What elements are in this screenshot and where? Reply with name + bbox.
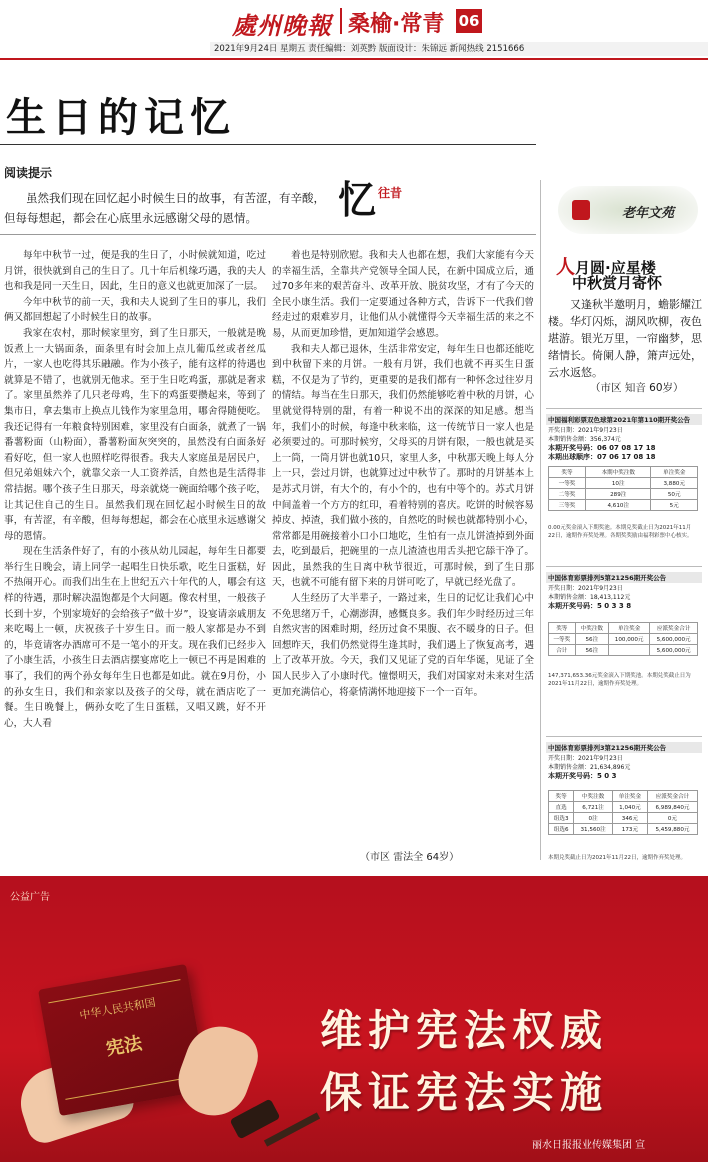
table-header: 单注奖金	[612, 791, 647, 802]
table-cell: 289注	[586, 489, 651, 500]
table-header: 奖等	[549, 791, 574, 802]
intro-rule	[0, 234, 536, 235]
table-cell: 5,600,000元	[650, 645, 698, 656]
table-cell: 一等奖	[549, 478, 586, 489]
column-logo	[338, 176, 410, 228]
article-headline: 生日的记忆	[6, 94, 236, 141]
poem-subtitle: 中秋赏月寄怀	[572, 274, 663, 292]
lottery-info	[548, 584, 698, 611]
table-cell: 三等奖	[549, 500, 586, 511]
table-row	[549, 623, 698, 634]
table-cell: 173元	[612, 824, 647, 835]
table-cell: 直选	[549, 802, 574, 813]
article-column-2	[272, 248, 534, 844]
column-logo-main: 忆	[338, 177, 377, 222]
public-service-ad	[0, 876, 708, 1162]
table-header: 应派奖金合计	[650, 623, 698, 634]
table-row	[549, 813, 698, 824]
lottery-notice	[546, 742, 702, 874]
table-cell: 0元	[647, 813, 697, 824]
ad-slogan-line1: 维护宪法权威	[320, 1006, 609, 1055]
table-cell: 6,989,840元	[647, 802, 697, 813]
table-row	[549, 645, 698, 656]
poem-title-lead: 人	[556, 256, 576, 278]
sidebar-rule	[546, 736, 702, 737]
headline-rule	[0, 144, 536, 145]
lottery-line: 开奖日期：2021年9月23日	[548, 427, 623, 434]
lottery-info	[548, 754, 698, 781]
table-header: 中奖注数	[574, 791, 613, 802]
table-row	[549, 500, 698, 511]
paragraph: 我家在农村，那时候家里穷，到了生日那天，一般就是晚饭煮上一大锅面条，面条里有时会加上点儿葡瓜丝或者丝瓜片，一家人也吃得其乐融融。作为小孩子，能有这样的待遇也就算是不错了，也就别无他求。至于生日吃鸡蛋，那就是奢求了。家里虽然养了几只老母鸡，生下的鸡蛋要攒起来，等到了集市日，拿去集市上换点儿钱作为家里急用，哪舍得随便吃。我还记得有一年粮食特别困难，家里没有白面条，就煮了一锅番薯粉面（山粉面），番薯粉面灰突突的，虽然没有白面条好看好吃，但一家人也照样吃得很香。我夫人家庭虽是居民户，但兄弟姐妹六个，就靠父亲一人工资养活，自然也是生活得非常拮据。哪个孩子生日那天，母亲就烧一碗面给哪个孩子吃，让其记住自己的生日。虽然我们现在回忆起小时候生日的故事，有苦涩，有辛酸，但每每想起，都会在心底里永远感谢父母的恩情。	[4, 327, 266, 542]
table-cell: 0注	[574, 813, 613, 824]
table-header: 奖等	[549, 467, 586, 478]
table-cell: 4,610注	[586, 500, 651, 511]
paragraph: 今年中秋节的前一天，我和夫人说到了生日的事儿，我们俩又都回想起了小时候生日的故事。	[4, 296, 266, 324]
lottery-line: 本期销售金额：21,634,896元	[548, 764, 631, 771]
page-number-badge: 06	[456, 9, 482, 33]
lottery-header: 中国体育彩票排列3第21256期开奖公告	[546, 742, 702, 753]
lottery-line: 本期销售金额：18,413,112元	[548, 594, 631, 601]
table-row	[549, 467, 698, 478]
table-header: 单注奖金	[609, 623, 650, 634]
table-cell: 3,880元	[651, 478, 698, 489]
book-title-line1: 中华人民共和国	[78, 995, 157, 1023]
table-row	[549, 478, 698, 489]
prize-table	[548, 622, 698, 656]
table-cell: 6,721注	[574, 802, 613, 813]
sidebar-rule	[546, 408, 702, 409]
table-cell: 二等奖	[549, 489, 586, 500]
table-cell: 346元	[612, 813, 647, 824]
lottery-footer: 0.00元奖金滚入下期奖池。本期兑奖截止日为2021年11月22日，逾期作弃奖处理。各期奖奖励由福利彩票中心核实。	[548, 525, 693, 539]
lottery-header: 中国体育彩票排列5第21256期开奖公告	[546, 572, 702, 583]
paragraph: 我和夫人都已退休，生活非常安定，每年生日也都还能吃到中秋留下来的月饼。一般有月饼，我们也就不再买生日蛋糕，不仅是为了节约，更重要的是我们都有一种怀念过往岁月的情结。每当在生日那天，我们仍然能够吃着中秋的月饼，心里就觉得特别的甜，有着一种说不出的深深的知足感。想当年，我们小的时候，每逢中秋来临，这一传统节日一家人也是必须要过的。可那时候穷，父母买的月饼有限，一般也就是买上一筒，一筒月饼也就10只，家里人多，中秋那天晚上每人分上一只，尝过月饼，也就算过过中秋节了。那时的月饼基本上是苏式月饼，有大个的，有小个的，也有中等个的。苏式月饼中间盖着一个方方的红印，看着特别的喜庆。吃饼的时候容易掉皮、掉渣，我们做小孩的，自然吃的时候也就都特别小心，常常都是用碗接着小口小口地吃，生怕有一点儿饼渣掉到外面去，吃到最后，把碗里的一点儿渣渣也用舌头把它舔干净了。因此，虽然我的生日离中秋节很近，可那时候，到了生日那天，也就不可能有留下来的月饼可吃了，早就已经光盘了。	[272, 343, 534, 589]
lottery-footer: 本期兑奖截止日为2021年11月22日，逾期作弃奖处理。	[548, 855, 686, 861]
table-header: 单注奖金	[651, 467, 698, 478]
table-cell: 一等奖	[549, 634, 576, 645]
table-cell: 100,000元	[609, 634, 650, 645]
ad-label: 公益广告	[10, 892, 50, 903]
table-header: 奖等	[549, 623, 576, 634]
prize-table	[548, 790, 698, 835]
lottery-numbers: 本期开奖号码：5 0 3	[548, 772, 617, 780]
lottery-header: 中国福利彩票双色球第2021年第110期开奖公告	[546, 414, 702, 425]
table-row	[549, 824, 698, 835]
paragraph: 着也是特别欣慰。我和夫人也都在想，我们大家能有今天的幸福生活，全靠共产党领导全国人民，在新中国成立后，通过70多年来的艰苦奋斗、改革开放、脱贫攻坚，才有了今天的全民小康生活。我们一定要通过各种方式，告诉下一代我们曾经走过的艰难岁月，让他们从小就懂得今天幸福生活的来之不易，从而更加珍惜，更加知道学会感恩。	[272, 250, 534, 339]
table-row	[549, 802, 698, 813]
article-signature: （市区 雷法全 64岁）	[360, 852, 460, 863]
table-row	[549, 791, 698, 802]
table-cell: 合计	[549, 645, 576, 656]
prize-table	[548, 466, 698, 511]
sidebar-column-name: 老年文苑	[622, 206, 675, 221]
poem-signature: （市区 知音 60岁）	[590, 382, 684, 394]
table-header: 应派奖金合计	[647, 791, 697, 802]
lottery-numbers: 本期出球顺序：07 06 17 08 18	[548, 453, 656, 461]
lottery-line: 本期销售金额：356,374元	[548, 436, 621, 443]
table-header: 本期中奖注数	[586, 467, 651, 478]
table-row	[549, 634, 698, 645]
lottery-line: 开奖日期：2021年9月23日	[548, 585, 623, 592]
lottery-notice	[546, 572, 702, 722]
masthead-rule	[0, 58, 708, 60]
lottery-footer: 147,371,653.36元奖金滚入下期奖池。本期兑奖截止日为2021年11月22日，逾期作弃奖处理。	[548, 673, 691, 687]
ad-sponsor: 丽水日报报业传媒集团 宣	[532, 1140, 646, 1151]
table-cell: 5元	[651, 500, 698, 511]
masthead-divider	[340, 8, 342, 34]
newspaper-name: 處州晚報	[232, 11, 332, 40]
intro-text: 虽然我们现在回忆起小时候生日的故事，有苦涩，有辛酸，但每每想起，都会在心底里永远感谢父母的恩情。	[4, 191, 325, 225]
seal-icon	[572, 200, 590, 220]
table-cell: 5,459,880元	[647, 824, 697, 835]
book-title-line2: 宪法	[104, 1032, 144, 1060]
table-cell: 1,040元	[612, 802, 647, 813]
section-title: 桑榆·常青	[348, 12, 445, 37]
paragraph: 人生经历了大半辈子，一路过来，生日的记忆让我们心中不免思绪万千，心潮澎湃，感慨良多。我们年少时经历过三年自然灾害的困难时期，经历过食不果腹、衣不暖身的日子。但回想昨天，我们仍然觉得生逢其时，我们遇上了恢复高考，遇上了改革开放。今天，我们又见证了党的百年华诞，见证了全国人民步入了小康时代。憧憬明天，我们对国家对未来对生活更加充满信心，将豪情满怀地迎接下一个一百年。	[272, 593, 534, 698]
table-cell: 5,600,000元	[650, 634, 698, 645]
lottery-notice	[546, 414, 702, 564]
table-row	[549, 489, 698, 500]
intro-title: 阅读提示	[4, 166, 53, 180]
table-cell: 组选3	[549, 813, 574, 824]
lottery-numbers: 本期开奖号码：06 07 08 17 18	[548, 444, 656, 452]
table-cell: 10注	[586, 478, 651, 489]
lottery-numbers: 本期开奖号码：5 0 3 3 8	[548, 602, 632, 610]
table-cell: 56注	[575, 645, 608, 656]
poem-body: 又逢秋半邀明月，蟾影耀江楼。华灯闪烁，湖风吹柳，夜色堪游。银光万里，一帘幽梦，思绪情长。倚阑人静，箫声远处，云水返悠。	[548, 298, 702, 379]
lottery-line: 开奖日期：2021年9月23日	[548, 755, 623, 762]
ad-slogan-line2: 保证宪法实施	[320, 1068, 609, 1117]
poem-title-rest: 月圆·应星楼	[575, 259, 656, 277]
table-cell	[609, 645, 650, 656]
sidebar-column-logo	[548, 186, 702, 234]
sidebar-rule	[546, 566, 702, 567]
table-cell: 56注	[575, 634, 608, 645]
lottery-info	[548, 426, 698, 462]
table-cell: 组选6	[549, 824, 574, 835]
issue-meta: 2021年9月24日 星期五 责任编辑：刘英黔 版面设计：朱锦远 新闻热线 2151666	[210, 42, 708, 56]
table-cell: 31,560注	[574, 824, 613, 835]
paragraph: 每年中秋节一过，便是我的生日了，小时候就知道，吃过月饼，很快就到自己的生日了。几十年后机缘巧遇，我的夫人也和我是同一天生日，因此，生日的意义也就更加深了一层。	[4, 250, 266, 293]
paragraph: 现在生活条件好了，有的小孩从幼儿园起，每年生日都要举行生日晚会，请上同学一起唱生日快乐歌，吃生日蛋糕，好不热闹开心。而我们出生在上世纪五六十年代的人，哪会有这样的待遇，那时解决温饱都是个大问题。像农村里，一般孩子长到十岁，个别家境好的会给孩子“做十岁”，设宴请亲戚朋友来吃喝上一顿，庆祝孩子十岁生日。而一般人家都是办不到的，毕竟请客办酒席可不是一笔小的开支。现在我们已经步入了小康生活，小孩生日去酒店摆宴席吃上一顿已不再是困难的事了，我们的两个孙女每年生日也都是如此。就在9月份，小的孙女生日，我们和亲家以及孩子的父母，就在酒店吃了一餐。生日晚餐上，俩孙女吃了生日蛋糕，又唱又跳，好不开心，大人看	[4, 546, 266, 729]
column-divider	[540, 180, 541, 860]
column-logo-sub: 往昔	[378, 186, 403, 200]
table-cell: 50元	[651, 489, 698, 500]
table-header: 中奖注数	[575, 623, 608, 634]
article-column-1	[4, 248, 266, 868]
